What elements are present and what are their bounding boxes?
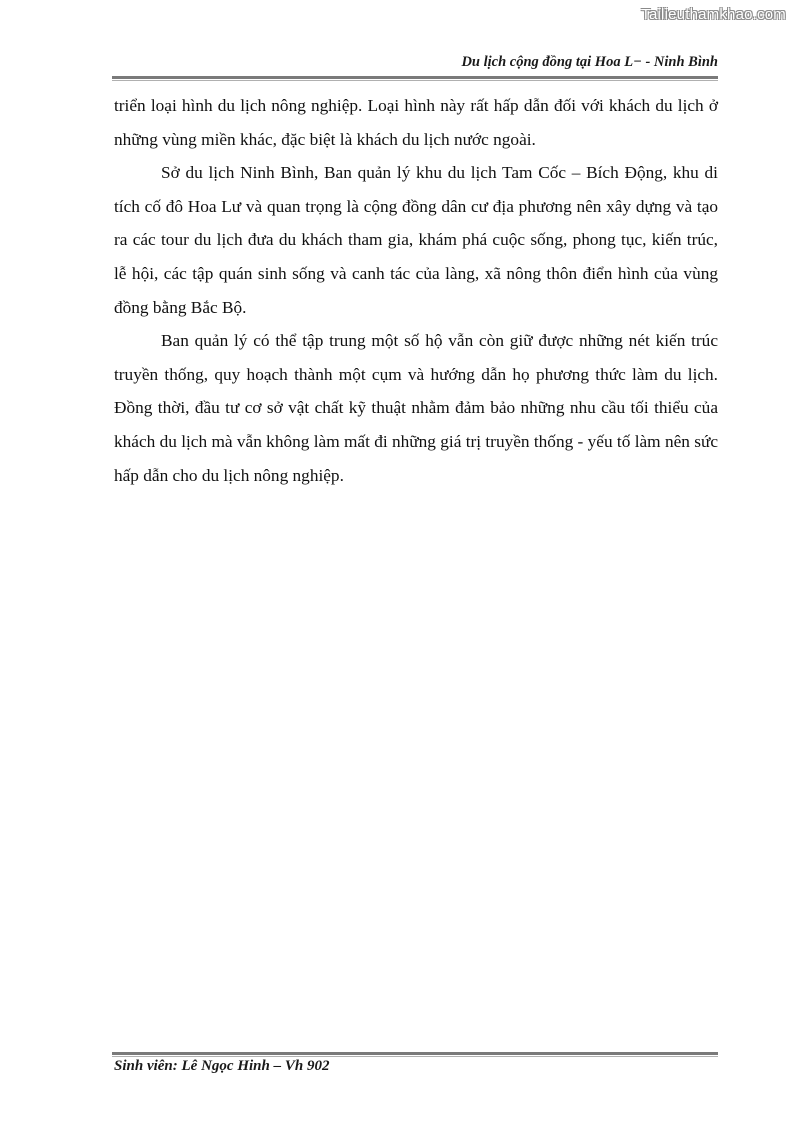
- paragraph: Ban quản lý có thể tập trung một số hộ vẫn còn giữ được những nét kiến trúc truyền thống, quy hoạch thành một cụm và hướng dẫn họ phương thức làm du lịch. Đồng thời, đầu tư cơ sở vật chất kỹ thuật nhằm đảm bảo những nhu cầu tối thiểu của khách du lịch mà vẫn không làm mất đi những giá trị truyền thống - yếu tố làm nên sức hấp dẫn cho du lịch nông nghiệp.: [114, 331, 718, 485]
- header-divider-thin: [112, 80, 718, 81]
- paragraph-continuation: triển loại hình du lịch nông nghiệp. Loại hình này rất hấp dẫn đối với khách du lịch ở những vùng miền khác, đặc biệt là khách du lịch nước ngoài.: [114, 96, 718, 149]
- paragraph: Sở du lịch Ninh Bình, Ban quản lý khu du lịch Tam Cốc – Bích Động, khu di tích cố đô Hoa Lư và quan trọng là cộng đồng dân cư địa phương nên xây dựng và tạo ra các tour du lịch đưa du khách tham gia, khám phá cuộc sống, phong tục, kiến trúc, lễ hội, các tập quán sinh sống và canh tác của làng, xã nông thôn điển hình của vùng đồng bằng Bắc Bộ.: [114, 163, 718, 317]
- watermark: Tailieuthamkhao.com: [641, 6, 786, 23]
- footer-author: Sinh viên: Lê Ngọc Hinh – Vh 902: [114, 1058, 330, 1074]
- footer-divider-thin: [112, 1056, 718, 1057]
- document-body: [114, 89, 718, 492]
- page-header-title: Du lịch cộng đồng tại Hoa L− - Ninh Bình: [461, 54, 718, 70]
- footer-divider: [112, 1052, 718, 1055]
- header-divider: [112, 76, 718, 79]
